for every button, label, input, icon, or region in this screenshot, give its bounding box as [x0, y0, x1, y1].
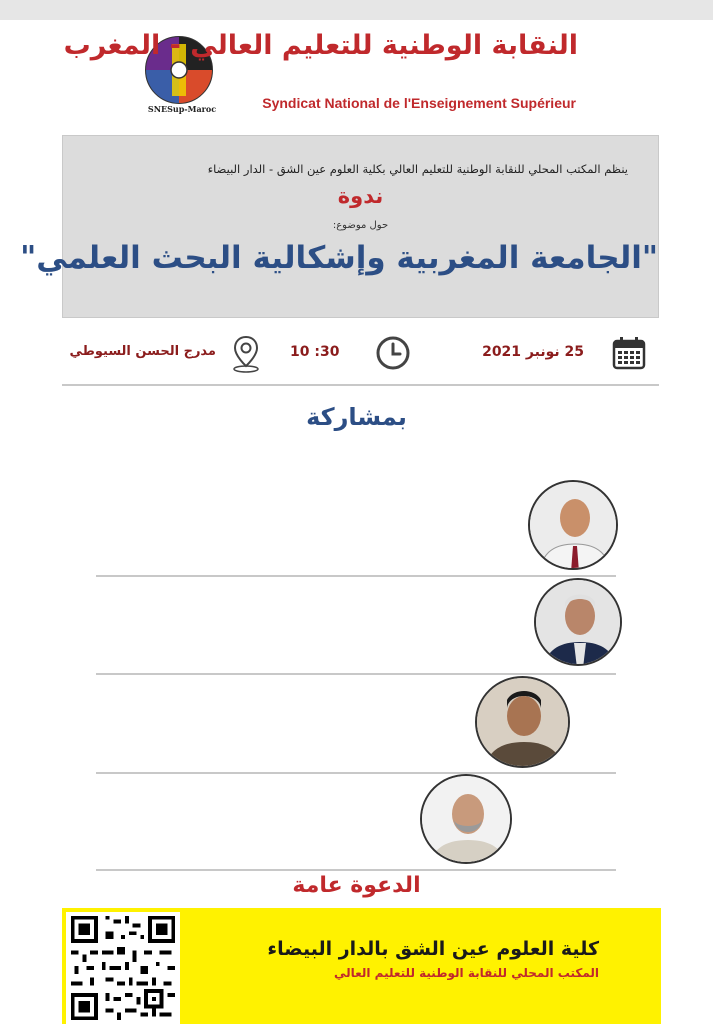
- person-icon: [422, 776, 512, 864]
- divider: [96, 575, 616, 577]
- speaker-photo: [475, 676, 570, 768]
- person-icon: [477, 678, 570, 768]
- speaker-photo: [420, 774, 512, 864]
- organizer-line: ينظم المكتب المحلي للنقابة الوطنية للتعليم العالي بكلية العلوم عين الشق - الدار البيضاء: [207, 162, 628, 176]
- participation-heading: بمشاركة: [306, 403, 407, 431]
- top-bar: [0, 0, 713, 20]
- clock-icon: [375, 335, 411, 371]
- location-pin-icon: [230, 334, 262, 374]
- event-title-box: [20, 135, 659, 318]
- divider: [62, 384, 659, 386]
- person-icon: [536, 580, 622, 666]
- divider: [96, 772, 616, 774]
- org-name-french: Syndicat National de l'Enseignement Supérieur: [262, 95, 576, 111]
- person-icon: [530, 482, 618, 570]
- event-venue: مدرج الحسن السيوطي: [69, 344, 216, 359]
- calendar-icon: [612, 336, 646, 370]
- event-date: 25 نونبر 2021: [482, 344, 584, 360]
- topic-prefix: حول موضوع:: [332, 220, 389, 231]
- org-name-arabic: النقابة الوطنية للتعليم العالي - المغرب: [63, 30, 578, 61]
- event-type: ندوة: [337, 184, 384, 208]
- event-details-row: [62, 330, 659, 382]
- divider: [96, 673, 616, 675]
- speaker-photo: [528, 480, 618, 570]
- speaker-photo: [534, 578, 622, 666]
- public-invitation: الدعوة عامة: [292, 873, 421, 898]
- faculty-name: كلية العلوم عين الشق بالدار البيضاء: [267, 938, 599, 960]
- footer-banner: [62, 908, 661, 1024]
- logo-label: SNESup-Maroc: [147, 104, 217, 114]
- qr-code-icon: [66, 912, 180, 1024]
- event-time: 10 :30: [290, 344, 340, 360]
- divider: [96, 869, 616, 871]
- local-office-name: المكتب المحلي للنقابة الوطنية للتعليم العالي: [333, 966, 599, 980]
- event-title: "الجامعة المغربية وإشكالية البحث العلمي": [20, 240, 658, 276]
